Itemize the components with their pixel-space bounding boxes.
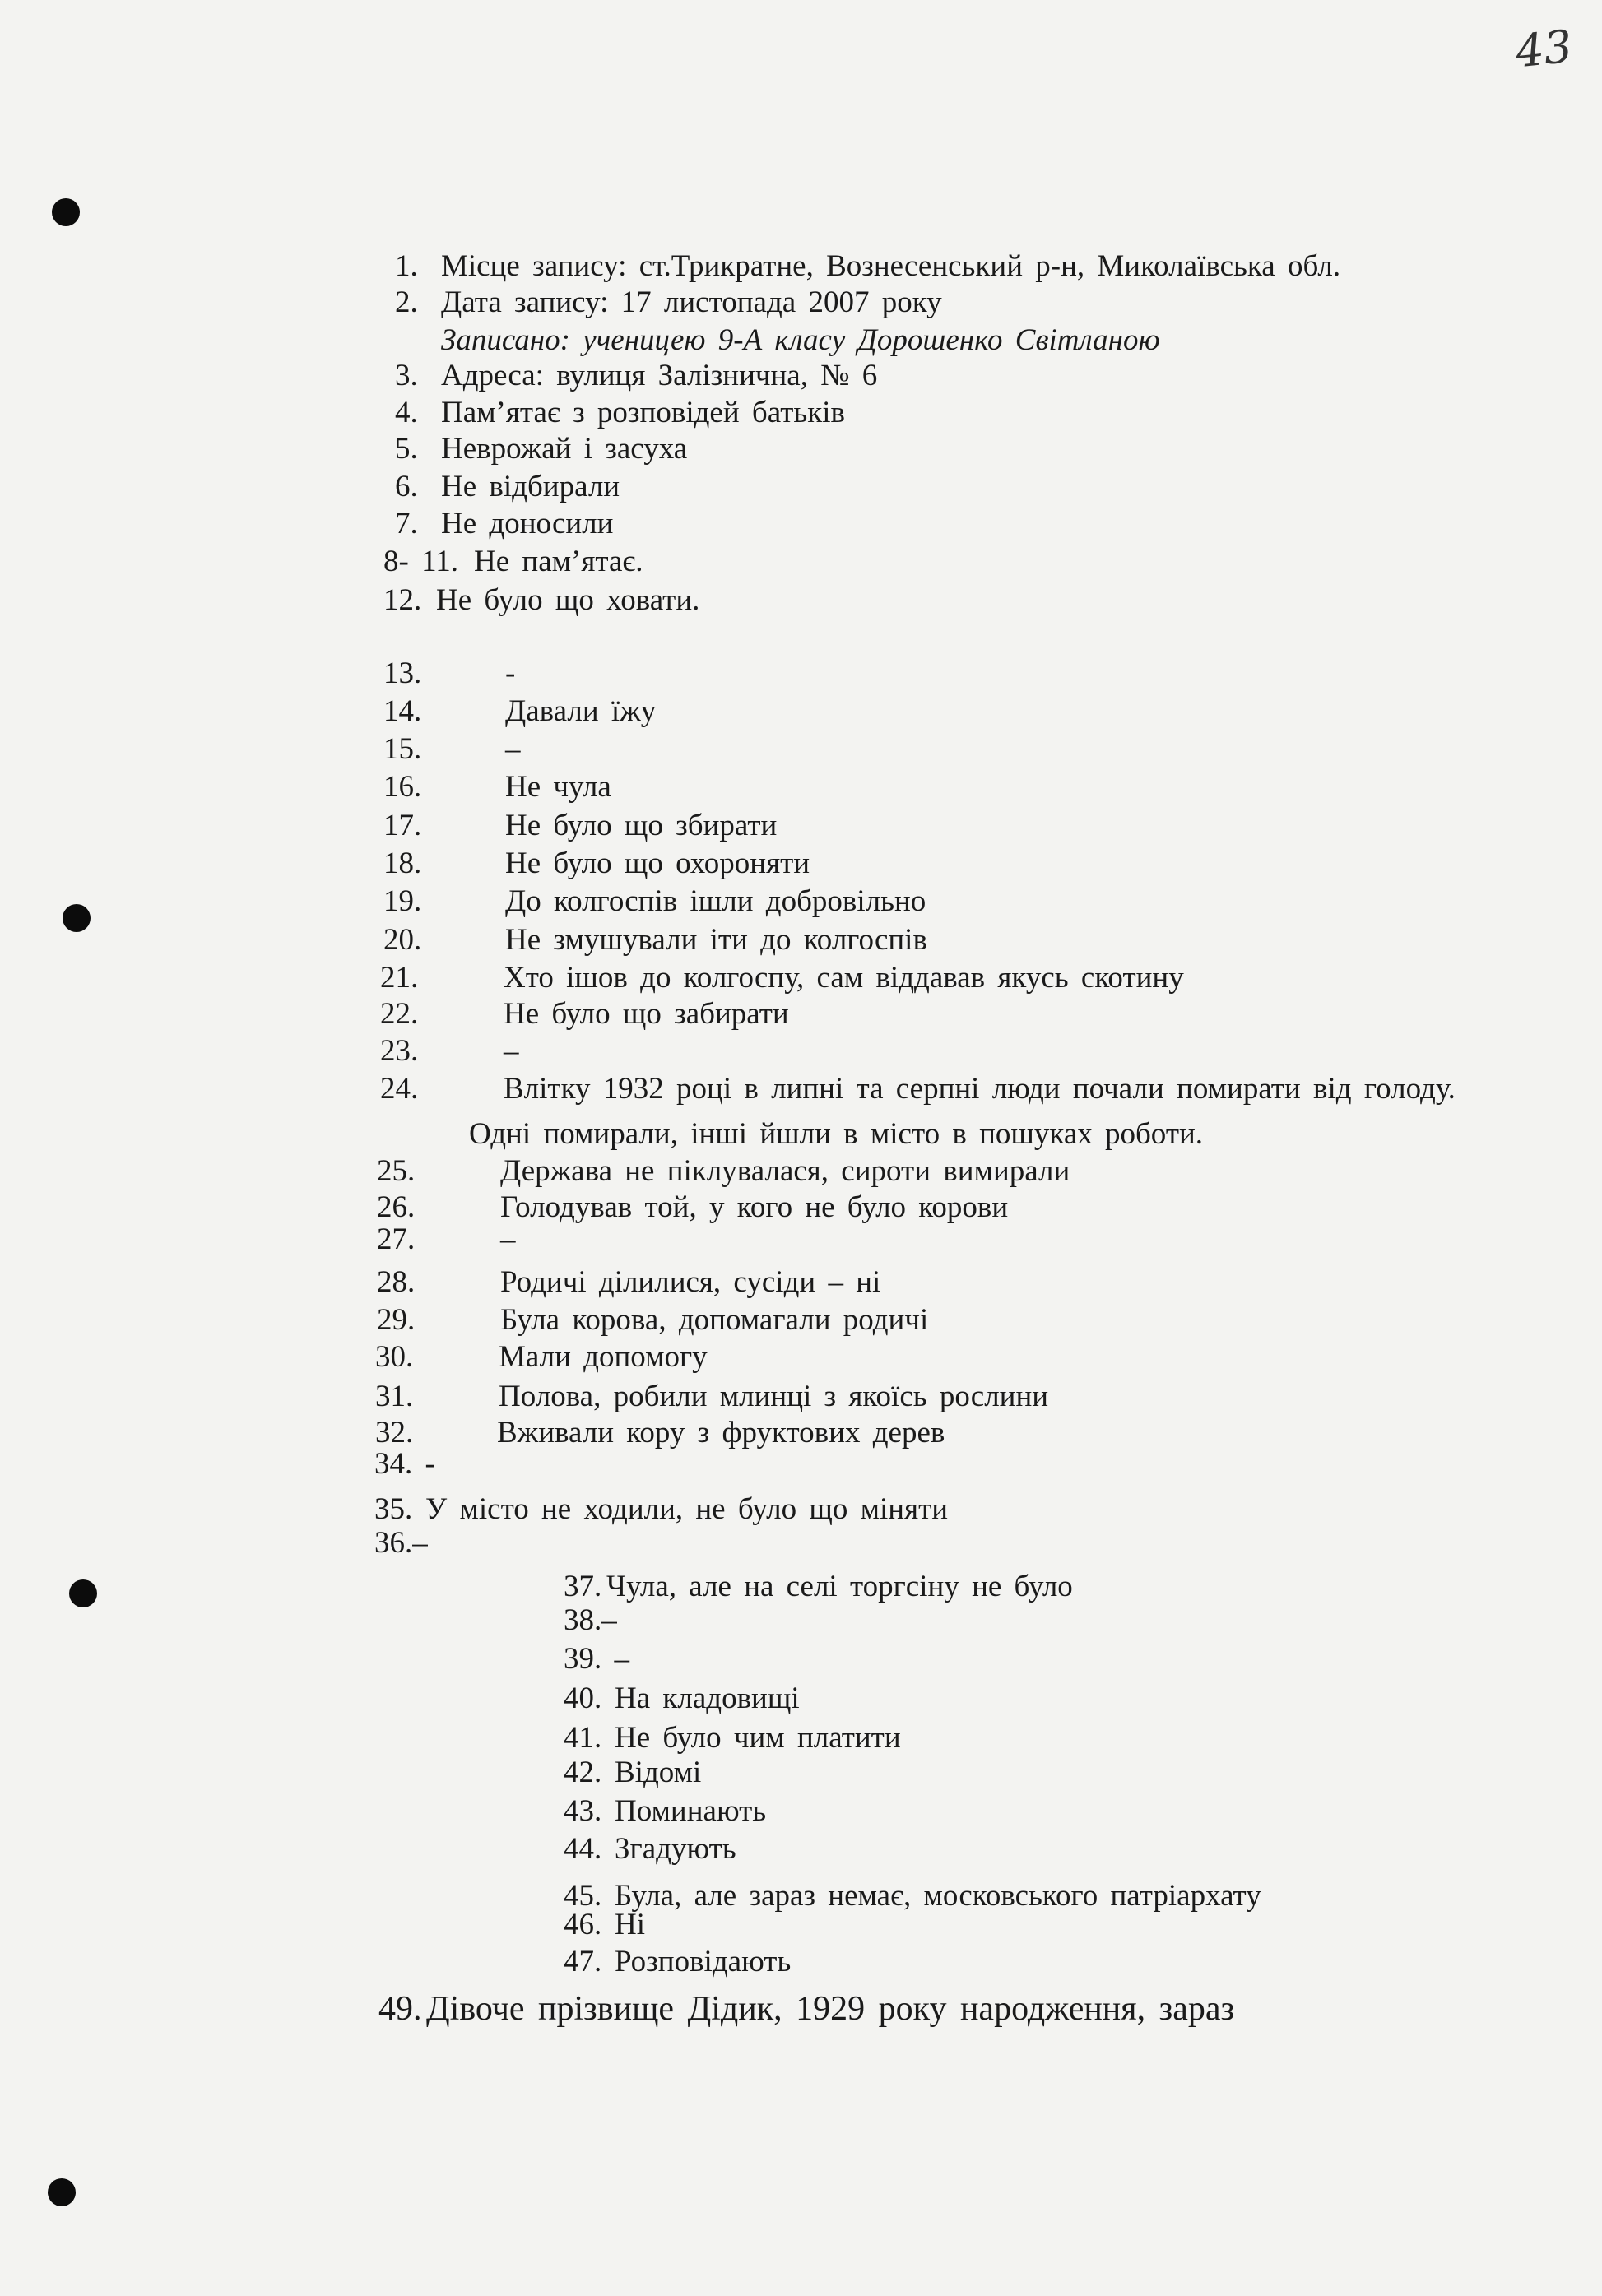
item-text: Одні помирали, інші йшли в місто в пошуках роботи. (469, 1117, 1204, 1151)
item-text: – (505, 732, 521, 766)
item-number: 5. (395, 432, 418, 466)
item-text: Не змушували іти до колгоспів (505, 923, 927, 957)
item-number: 20. (383, 923, 422, 957)
item-text: Місце запису: ст.Трикратне, Вознесенський р-н, Миколаївська обл. (441, 249, 1341, 283)
item-number: 28. (377, 1265, 416, 1299)
item-number: 12. (383, 583, 422, 617)
item-number: 8- 11. (383, 545, 458, 578)
item-number: 30. (375, 1340, 414, 1374)
item-text: Розповідають (615, 1945, 792, 1978)
item-text: Не чула (505, 770, 611, 804)
item-text: Держава не піклувалася, сироти вимирали (500, 1154, 1070, 1188)
item-text: Дівоче прізвище Дідик, 1929 року народження, зараз (426, 1990, 1235, 2028)
item-text: Адреса: вулиця Залізнична, № 6 (441, 359, 878, 392)
item-number: 32. (375, 1416, 414, 1449)
item-number: 49. (378, 1990, 422, 2028)
item-text: Голодував той, у кого не було корови (500, 1190, 1009, 1224)
item-number: 19. (383, 884, 422, 918)
item-number: 42. (564, 1756, 602, 1789)
item-number: 6. (395, 470, 418, 503)
item-text: Не доносили (441, 507, 614, 540)
item-text: Пам’ятає з розповідей батьків (441, 396, 845, 429)
item-text: Не пам’ятає. (474, 545, 643, 578)
item-number: 21. (380, 961, 419, 995)
item-text: Не було що збирати (505, 809, 778, 842)
item-number: 37. (564, 1570, 602, 1603)
item-number: 18. (383, 847, 422, 880)
item-number: 16. (383, 770, 422, 804)
item-number: 36.– (374, 1526, 428, 1560)
handwritten-page-number: 43 (1512, 20, 1575, 78)
item-number: 31. (375, 1380, 414, 1413)
item-number: 25. (377, 1154, 416, 1188)
item-number: 47. (564, 1945, 602, 1978)
item-text: Відомі (615, 1756, 702, 1789)
item-text: - (505, 656, 516, 690)
item-number: 17. (383, 809, 422, 842)
item-text: Згадують (615, 1832, 736, 1866)
item-text: Влітку 1932 році в липні та серпні люди почали помирати від голоду. (504, 1072, 1456, 1106)
item-number: 46. (564, 1908, 602, 1941)
punch-hole (69, 1579, 97, 1607)
item-text: Була корова, допомагали родичі (500, 1303, 929, 1337)
item-text: Полова, робили млинці з якоїсь рослини (499, 1380, 1049, 1413)
item-text: Давали їжу (505, 694, 657, 728)
item-text: Родичі ділилися, сусіди – ні (500, 1265, 881, 1299)
item-number: 27. (377, 1222, 416, 1256)
item-number: 22. (380, 997, 419, 1031)
item-text: Записано: ученицею 9-А класу Дорошенко Світланою (441, 323, 1160, 357)
item-number: 13. (383, 656, 422, 690)
item-text: На кладовищі (615, 1681, 800, 1715)
item-number: 26. (377, 1190, 416, 1224)
item-number: 24. (380, 1072, 419, 1106)
item-text: Була, але зараз немає, московського патріархату (615, 1879, 1261, 1913)
item-number: 41. (564, 1721, 602, 1755)
item-number: 3. (395, 359, 418, 392)
item-number: 39. – (564, 1642, 629, 1676)
item-text: Не було що забирати (504, 997, 789, 1031)
item-text: Не було чим платити (615, 1721, 901, 1755)
item-number: 38.– (564, 1603, 617, 1637)
item-text: Мали допомогу (499, 1340, 708, 1374)
item-number: 2. (395, 285, 418, 319)
item-text: Дата запису: 17 листопада 2007 року (441, 285, 942, 319)
item-text: Ні (615, 1908, 645, 1941)
punch-hole (52, 198, 80, 226)
punch-hole (48, 2178, 76, 2206)
item-number: 40. (564, 1681, 602, 1715)
item-text: Не було що охороняти (505, 847, 810, 880)
item-text: Неврожай і засуха (441, 432, 688, 466)
item-number: 34. - (374, 1447, 435, 1481)
item-text: – (500, 1222, 516, 1256)
item-number: 1. (395, 249, 418, 283)
item-number: 7. (395, 507, 418, 540)
item-text: Поминають (615, 1794, 767, 1828)
item-number: 45. (564, 1879, 602, 1913)
item-text: – (504, 1034, 519, 1068)
item-number: 44. (564, 1832, 602, 1866)
item-text: Не було що ховати. (436, 583, 700, 617)
item-number: 43. (564, 1794, 602, 1828)
item-number: 29. (377, 1303, 416, 1337)
item-number: 23. (380, 1034, 419, 1068)
item-number: 35. (374, 1492, 413, 1526)
item-number: 15. (383, 732, 422, 766)
punch-hole (63, 904, 91, 932)
item-text: До колгоспів ішли добровільно (505, 884, 926, 918)
item-text: Не відбирали (441, 470, 620, 503)
item-number: 14. (383, 694, 422, 728)
item-number: 4. (395, 396, 418, 429)
item-text: Чула, але на селі торгсіну не було (606, 1570, 1073, 1603)
item-text: У місто не ходили, не було що міняти (425, 1492, 949, 1526)
item-text: Вживали кору з фруктових дерев (497, 1416, 945, 1449)
item-text: Хто ішов до колгоспу, сам віддавав якусь скотину (504, 961, 1184, 995)
